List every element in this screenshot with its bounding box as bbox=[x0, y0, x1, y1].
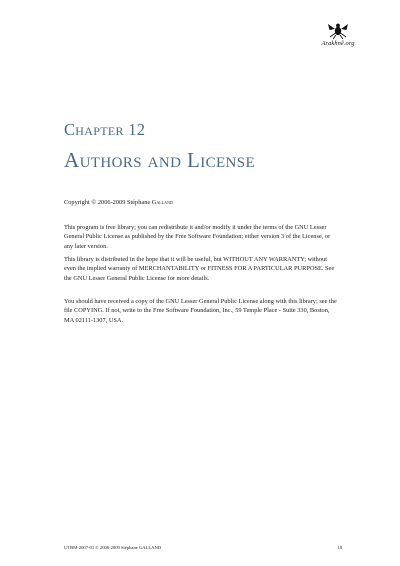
footer-copyright: UTBM-2007-01 © 2006-2009 Stéphane GALLAND bbox=[64, 545, 162, 550]
bee-icon bbox=[326, 20, 350, 40]
publisher-logo bbox=[312, 20, 364, 52]
chapter-title: Authors and License bbox=[64, 148, 256, 172]
chapter-number: Chapter 12 bbox=[64, 120, 146, 139]
copy-received-paragraph: You should have received a copy of the GNU Lesser General Public License along with this library; see the file COPYING. If not, write to the Free Software Foundation, Inc., 59 Temple Place - Suite 330, Boston, MA 02111-1307, USA. bbox=[64, 298, 337, 324]
copyright-line bbox=[64, 198, 338, 207]
page-number: 18 bbox=[337, 545, 342, 550]
copyright-symbol: © bbox=[91, 199, 97, 206]
warranty-paragraph: This library is distributed in the hope that it will be useful, but WITHOUT ANY WARRANTY; without even the implied warranty of MERCHANTABILITY or FITNESS FOR A PARTICULAR PURPOSE. See the GNU Lesser General Public License for more details. bbox=[64, 256, 335, 282]
logo-text: Arakhnê.org bbox=[321, 40, 355, 47]
copyright-author-surname: Galland bbox=[151, 199, 173, 206]
license-paragraph: This program is free library; you can redistribute it and/or modify it under the terms of the GNU Lesser General Public License as published by the Free Software Foundation; either version 3 of the License, or any later version. bbox=[64, 224, 331, 250]
copyright-years: 2006-2009 Stéphane bbox=[97, 199, 151, 206]
copyright-prefix: Copyright bbox=[64, 199, 90, 206]
